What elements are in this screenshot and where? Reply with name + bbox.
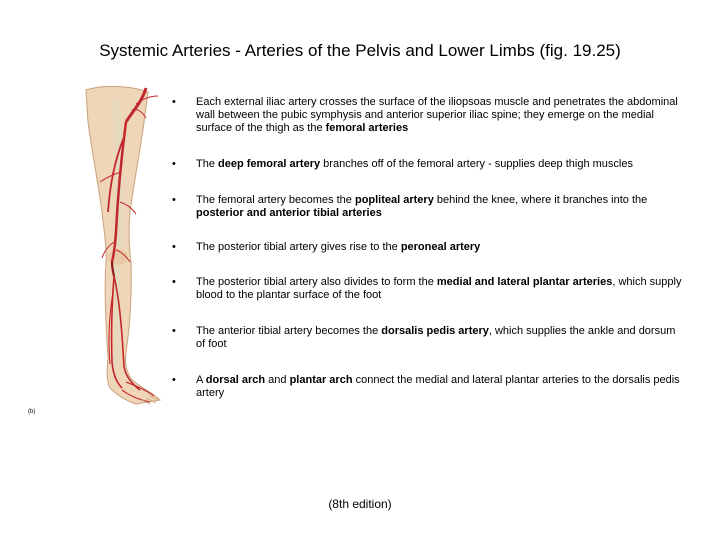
bullet-text (196, 96, 686, 135)
text-run: The (196, 158, 219, 170)
bullet-dot: • (172, 158, 176, 170)
text-run: and (265, 374, 290, 386)
bullet-text (196, 325, 686, 351)
bold-term: femoral arteries (325, 122, 409, 134)
bold-term: posterior and anterior tibial arteries (196, 207, 382, 219)
text-run: Each external iliac artery crosses the surface of the iliopsoas muscle and penetrates the abdominal wall between the pubic symphysis and anterior superior iliac spine; they emerge on the medial surface of the thigh as the (196, 96, 678, 134)
bullet-dot: • (172, 96, 176, 108)
bullet-text (196, 194, 686, 220)
bold-term: dorsal arch (205, 374, 266, 386)
text-run: , which supply blood to the plantar surface of the foot (196, 276, 682, 301)
text-run: connect the medial and lateral plantar arteries to the dorsalis pedis artery (196, 374, 680, 399)
bullet-text (196, 241, 686, 254)
bullet-dot: • (172, 374, 176, 386)
text-run: branches off of the femoral artery - supplies deep thigh muscles (320, 158, 633, 170)
bullet-dot: • (172, 276, 176, 288)
bold-term: deep femoral artery (218, 158, 321, 170)
bold-term: dorsalis pedis artery (381, 325, 489, 337)
text-run: , which supplies the ankle and dorsum of foot (196, 325, 676, 350)
figure-label: (b) (28, 409, 36, 415)
bold-term: medial and lateral plantar arteries (436, 276, 613, 288)
text-run: The femoral artery becomes the (196, 194, 355, 206)
text-run: behind the knee, where it branches into the (433, 194, 648, 206)
bullet-dot: • (172, 241, 176, 253)
bold-term: popliteal artery (354, 194, 434, 206)
text-run: The posterior tibial artery also divides to form the (196, 276, 437, 288)
bullet-text (196, 374, 686, 400)
text-run: The posterior tibial artery gives rise to the (196, 241, 401, 253)
slide-title: Systemic Arteries - Arteries of the Pelvis and Lower Limbs (fig. 19.25) (99, 41, 621, 60)
bullet-text (196, 158, 686, 171)
text-run: A (196, 374, 206, 386)
bullet-dot: • (172, 325, 176, 337)
edition-caption: (8th edition) (328, 497, 392, 511)
text-run: The anterior tibial artery becomes the (196, 325, 382, 337)
bold-term: plantar arch (289, 374, 353, 386)
bullet-text (196, 276, 686, 302)
bold-term: peroneal artery (400, 241, 481, 253)
bullet-dot: • (172, 194, 176, 206)
